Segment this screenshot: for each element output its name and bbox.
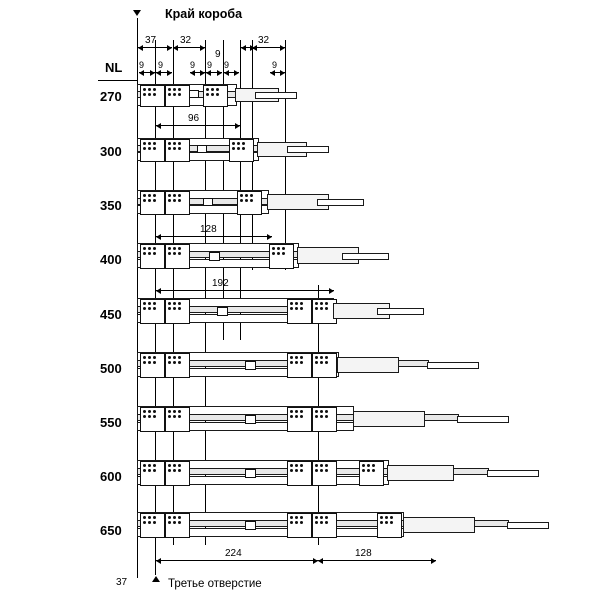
dim-line-96 [156, 125, 240, 126]
dim-9b: 9 [158, 60, 164, 70]
dim-128b: 128 [355, 548, 372, 559]
page-title: Край короба [165, 7, 243, 21]
dim-9e: 9 [224, 60, 230, 70]
nl-value-550: 550 [100, 415, 122, 430]
dim-line-128b [318, 560, 436, 561]
dim-9top: 9 [215, 49, 221, 60]
dim-224: 224 [225, 548, 242, 559]
dim-line-9d [206, 72, 222, 73]
dim-line-9f [270, 72, 285, 73]
nl-value-350: 350 [100, 198, 122, 213]
nl-value-400: 400 [100, 252, 122, 267]
dim-37-bottom: 37 [116, 577, 128, 588]
dim-32a: 32 [180, 35, 192, 46]
slide-row-450 [137, 298, 422, 326]
nl-label: NL [105, 60, 123, 75]
dim-37: 37 [145, 35, 157, 46]
dim-line-32a [173, 47, 205, 48]
dim-96: 96 [188, 113, 200, 124]
dim-128a: 128 [200, 224, 217, 235]
title-arrow-icon [133, 10, 141, 16]
dim-32b: 32 [258, 35, 270, 46]
dim-9c: 9 [190, 60, 196, 70]
dim-line-192 [156, 290, 334, 291]
slide-row-600 [137, 460, 537, 488]
slide-row-300 [137, 138, 327, 162]
dim-line-9b [156, 72, 172, 73]
nl-value-270: 270 [100, 89, 122, 104]
slide-row-350 [137, 190, 362, 216]
dim-9f: 9 [272, 60, 278, 70]
dim-9a: 9 [139, 60, 145, 70]
dim-9d: 9 [207, 60, 213, 70]
dim-line-32b [252, 47, 285, 48]
dim-line-224 [156, 560, 318, 561]
dim-line-9a [139, 72, 155, 73]
dim-line-9c [190, 72, 205, 73]
nl-underline [98, 80, 138, 81]
dim-line-128a [156, 236, 272, 237]
nl-value-600: 600 [100, 469, 122, 484]
dim-line-37 [138, 47, 172, 48]
slide-row-500 [137, 352, 477, 380]
slide-row-550 [137, 406, 507, 434]
slide-row-400 [137, 243, 387, 271]
third-hole-arrow-icon [152, 576, 160, 582]
dim-192: 192 [212, 278, 229, 289]
slide-row-650 [137, 512, 547, 540]
third-hole-label: Третье отверстие [168, 578, 262, 590]
nl-value-500: 500 [100, 361, 122, 376]
nl-value-300: 300 [100, 144, 122, 159]
dim-line-9e [224, 72, 239, 73]
slide-row-270 [137, 84, 297, 106]
nl-value-450: 450 [100, 307, 122, 322]
nl-value-650: 650 [100, 523, 122, 538]
